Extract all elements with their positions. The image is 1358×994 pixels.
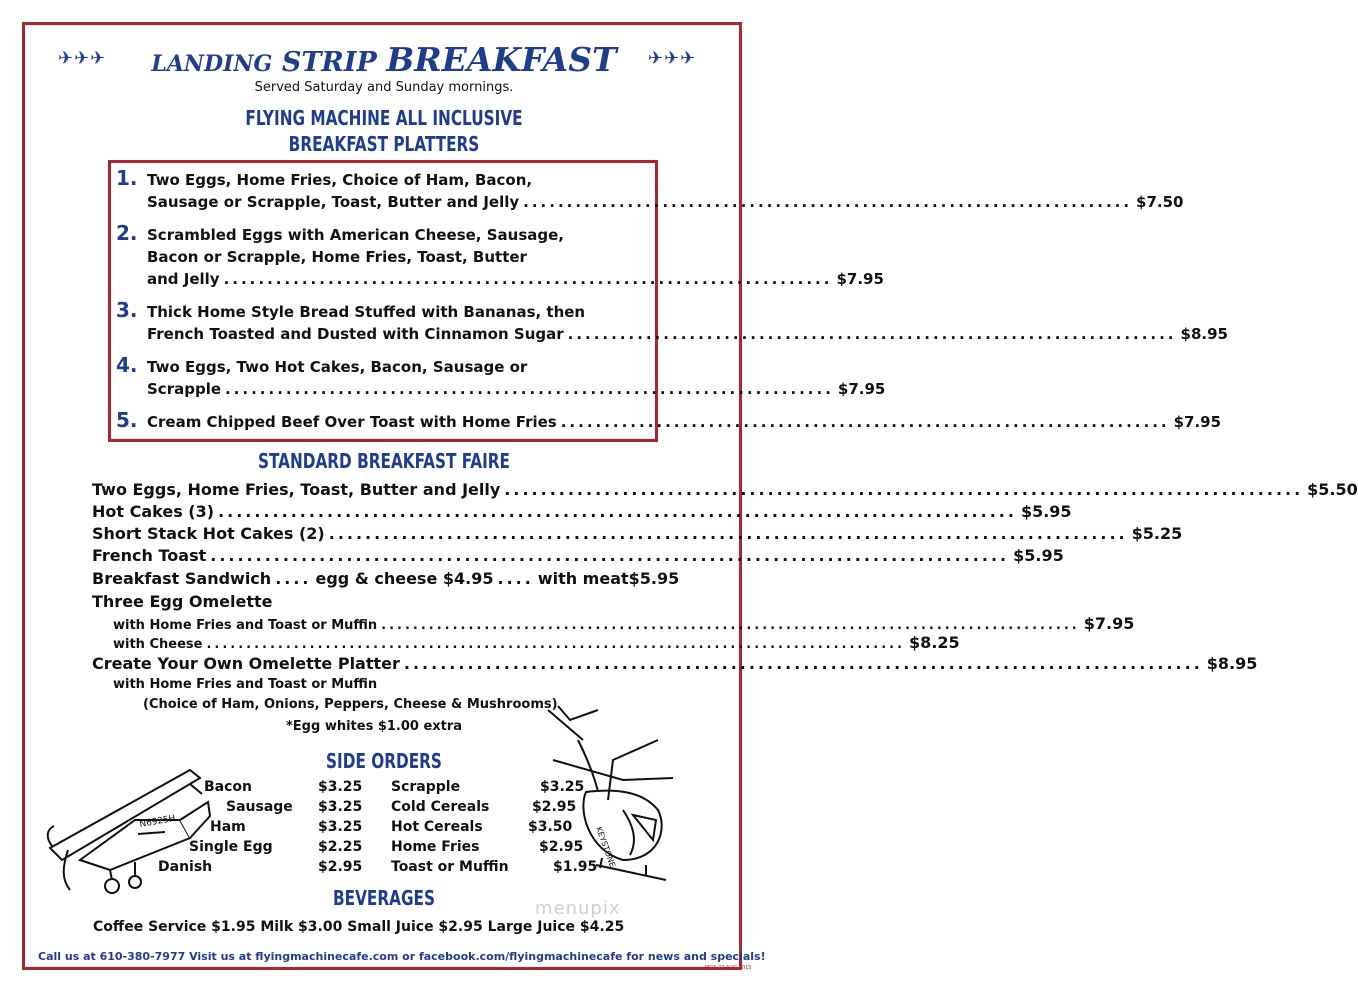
watermark: menupix <box>535 898 621 919</box>
platter-price: $7.50 <box>1136 193 1184 211</box>
item-label: Breakfast Sandwich <box>92 569 272 588</box>
dot-leader: ........................................................................................ <box>381 618 1080 633</box>
item-price: $8.25 <box>909 633 960 652</box>
menu-title <box>0 40 768 79</box>
dot-leader: ...................................................................... <box>225 380 834 398</box>
item-option: with Home Fries and Toast or Muffin <box>113 677 378 692</box>
side-orders-heading: SIDE ORDERS <box>326 749 442 773</box>
item-price: $5.95 <box>628 569 680 588</box>
side-item-price: $2.95 <box>532 799 577 815</box>
item-option: with Cheese <box>113 637 203 652</box>
dot-leader: ........................................................................................ <box>218 502 1017 521</box>
item-price: $5.95 <box>1013 546 1064 565</box>
menu-item-row <box>92 524 1183 543</box>
dot-leader: ........................................................................................ <box>504 480 1304 499</box>
side-item-label: Scrapple <box>391 779 461 795</box>
platter-price-row <box>147 380 886 398</box>
platter-line: Two Eggs, Two Hot Cakes, Bacon, Sausage or <box>147 358 528 376</box>
title-breakfast: BREAKFAST <box>386 40 617 79</box>
planes-right-icon: ✈✈✈ <box>648 48 697 69</box>
side-item-label: Danish <box>158 859 213 875</box>
platter-price: $7.95 <box>1173 413 1222 431</box>
airplane-illustration <box>40 750 215 900</box>
platter-line: and Jelly <box>147 270 220 288</box>
helicopter-illustration <box>538 700 678 890</box>
item-note: *Egg whites $1.00 extra <box>286 719 463 734</box>
side-item-price: $1.95 <box>553 859 598 875</box>
item-label: French Toast <box>92 546 207 565</box>
item-option: with Home Fries and Toast or Muffin <box>113 618 378 633</box>
print-code: MGS 27-AUG-2015 <box>705 965 752 971</box>
platter-line: Sausage or Scrapple, Toast, Butter and Jelly <box>147 193 520 211</box>
svg-text:N6925H: N6925H <box>138 813 177 830</box>
title-landing: LANDING <box>151 51 273 77</box>
item-price: $8.95 <box>1206 654 1258 673</box>
menu-item-row <box>92 569 680 588</box>
side-item-price: $2.95 <box>539 839 584 855</box>
dot-leader: ........................................................................................ <box>210 546 1010 565</box>
platter-number: 1. <box>116 166 138 190</box>
platter-line: Two Eggs, Home Fries, Choice of Ham, Bacon, <box>147 171 533 189</box>
platters-heading-1: FLYING MACHINE ALL INCLUSIVE <box>245 106 523 130</box>
dot-leader: ...................................................................... <box>523 193 1133 211</box>
dot-leader: ........................................................................................ <box>206 637 906 652</box>
planes-left-icon: ✈✈✈ <box>58 48 107 69</box>
platter-price: $7.95 <box>836 270 884 288</box>
platter-line: Cream Chipped Beef Over Toast with Home Fries <box>147 413 557 431</box>
item-price: $5.25 <box>1131 524 1183 543</box>
side-item-price: $3.25 <box>318 779 363 795</box>
dot-leader: ........................................................................................ <box>403 654 1203 673</box>
served-subtitle: Served Saturday and Sunday mornings. <box>254 80 514 95</box>
item-label: Short Stack Hot Cakes (2) <box>92 524 325 543</box>
platter-price: $8.95 <box>1180 325 1228 343</box>
platter-price: $7.95 <box>837 380 886 398</box>
platter-number: 2. <box>116 221 138 245</box>
side-item-price: $3.50 <box>528 819 573 835</box>
footer-contact: Call us at 610-380-7977 Visit us at flyingmachinecafe.com or facebook.com/flyingmachinecafe for news and specials! <box>38 950 766 963</box>
dot-leader: ...................................................................... <box>223 270 833 288</box>
platter-line: Thick Home Style Bread Stuffed with Bananas, then <box>147 303 586 321</box>
item-label: Hot Cakes (3) <box>92 502 215 521</box>
dot-leader: ........................................................................................ <box>328 524 1128 543</box>
standard-heading: STANDARD BREAKFAST FAIRE <box>257 449 511 473</box>
dot-leader: ...................................................................... <box>560 413 1170 431</box>
platters-heading-2: BREAKFAST PLATTERS <box>288 132 480 156</box>
item-option: (Choice of Ham, Onions, Peppers, Cheese & Mushrooms) <box>143 697 558 712</box>
platter-line: Scrambled Eggs with American Cheese, Sausage, <box>147 226 564 244</box>
platter-price-row <box>147 270 884 288</box>
side-item-price: $3.25 <box>318 819 363 835</box>
item-option: with meat <box>537 569 629 588</box>
item-price: $5.95 <box>1020 502 1072 521</box>
svg-text:KEYSTONE: KEYSTONE <box>594 825 618 869</box>
side-item-label: Bacon <box>204 779 253 795</box>
platter-price-row <box>147 413 1222 431</box>
platter-line: French Toasted and Dusted with Cinnamon Sugar <box>147 325 564 343</box>
platter-line: Scrapple <box>147 380 222 398</box>
menu-item-row <box>113 633 960 652</box>
side-item-price: $2.95 <box>318 859 363 875</box>
menu-item-row <box>92 502 1072 521</box>
dot-leader: ...................................................................... <box>567 325 1177 343</box>
item-label: Create Your Own Omelette Platter <box>92 654 400 673</box>
item-option: egg & cheese $4.95 <box>315 569 494 588</box>
side-item-label: Home Fries <box>391 839 480 855</box>
side-item-label: Toast or Muffin <box>391 859 509 875</box>
side-item-price: $3.25 <box>540 779 585 795</box>
beverages-heading: BEVERAGES <box>332 886 436 910</box>
side-item-label: Ham <box>210 819 246 835</box>
dot-leader: .... <box>497 569 534 588</box>
menu-item-row <box>92 546 1064 565</box>
side-item-label: Single Egg <box>189 839 273 855</box>
menu-item-row <box>92 480 1358 499</box>
menu-item-row <box>92 654 1258 673</box>
item-price: $5.50 <box>1307 480 1358 499</box>
side-item-label: Sausage <box>226 799 293 815</box>
platter-line: Bacon or Scrapple, Home Fries, Toast, Butter <box>147 248 527 266</box>
platter-price-row <box>147 193 1184 211</box>
platter-number: 4. <box>116 353 138 377</box>
item-label: Two Eggs, Home Fries, Toast, Butter and Jelly <box>92 480 501 499</box>
side-item-label: Cold Cereals <box>391 799 490 815</box>
platter-number: 5. <box>116 408 138 432</box>
item-label: Three Egg Omelette <box>92 592 273 611</box>
title-strip: STRIP <box>281 47 377 78</box>
side-item-price: $2.25 <box>318 839 363 855</box>
platter-number: 3. <box>116 298 138 322</box>
menu-item-row <box>113 614 1135 633</box>
side-item-label: Hot Cereals <box>391 819 483 835</box>
platter-price-row <box>147 325 1228 343</box>
dot-leader: .... <box>275 569 312 588</box>
item-price: $7.95 <box>1083 614 1135 633</box>
beverages-line: Coffee Service $1.95 Milk $3.00 Small Juice $2.95 Large Juice $4.25 <box>93 919 625 935</box>
side-item-price: $3.25 <box>318 799 363 815</box>
